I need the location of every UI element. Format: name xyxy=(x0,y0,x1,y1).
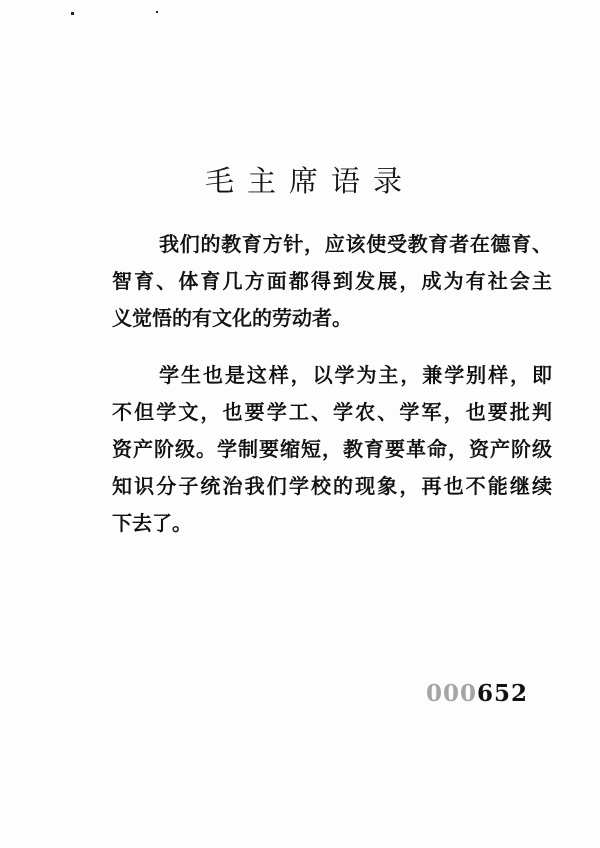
quote-paragraph-1 xyxy=(112,226,552,337)
stamp-number-clear: 652 xyxy=(477,680,529,707)
quote-paragraph-2 xyxy=(112,357,552,542)
quote-line: 资产阶级。学制要缩短，教育要革命，资产阶级 xyxy=(112,437,552,461)
quote-line: 我们的教育方针，应该使受教育者在德育、 xyxy=(159,232,552,256)
stamp-number xyxy=(426,680,528,707)
quote-line: 学生也是这样，以学为主，兼学别样，即 xyxy=(159,363,552,387)
quote-line: 智育、体育几方面都得到发展，成为有社会主 xyxy=(112,269,552,293)
print-speck xyxy=(71,12,74,15)
quote-line: 下去了。 xyxy=(112,511,192,535)
page-title: 毛主席语录 xyxy=(204,164,415,198)
quote-line: 知识分子统治我们学校的现象，再也不能继续 xyxy=(112,474,552,498)
print-speck xyxy=(156,11,158,13)
stamp-number-faded: 000 xyxy=(426,680,478,707)
quote-line: 义觉悟的有文化的劳动者。 xyxy=(112,306,352,330)
quote-line: 不但学文，也要学工、学农、学军，也要批判 xyxy=(112,400,552,424)
